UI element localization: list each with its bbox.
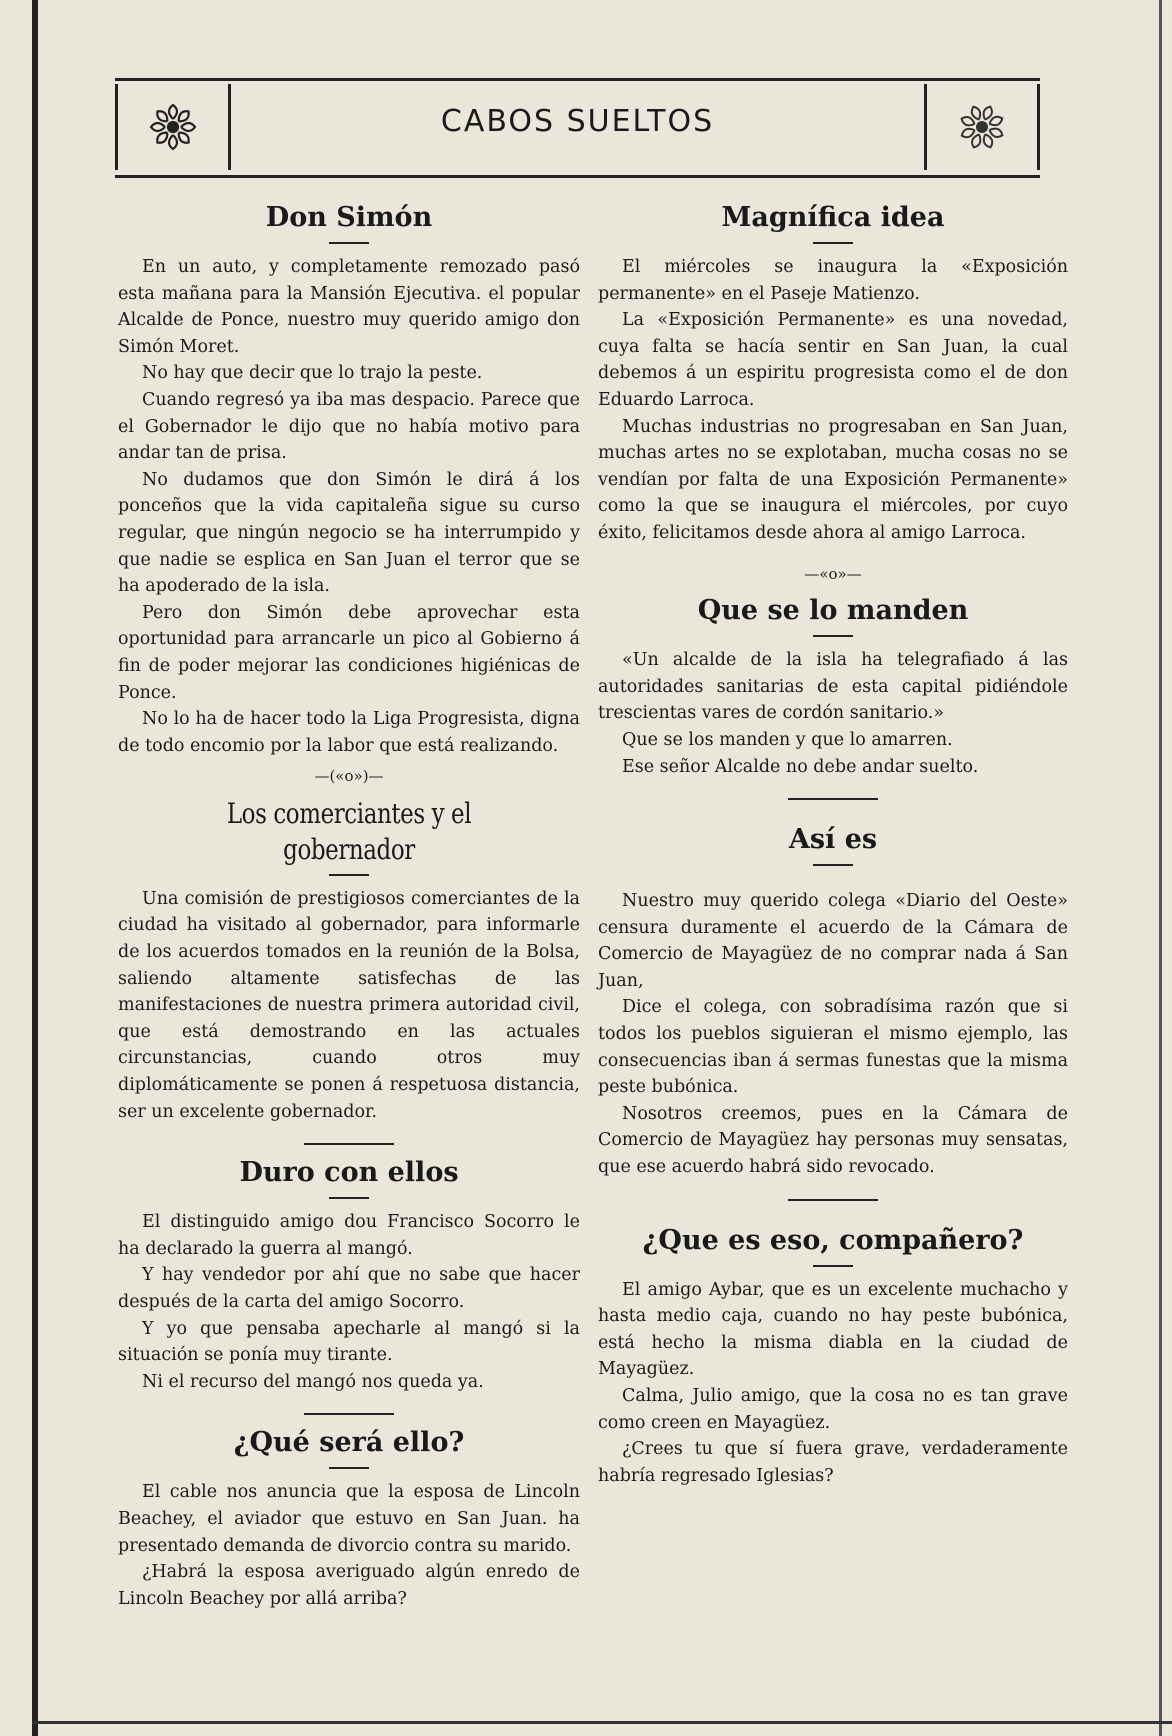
article-divider (304, 1413, 394, 1415)
header-ornament-box-right (924, 84, 1040, 170)
article-title: ¿Qué será ello? (233, 1427, 465, 1459)
title-rule (329, 1197, 369, 1199)
article-title: Que se lo manden (697, 595, 969, 627)
article-separator: —«o»— (804, 564, 862, 583)
article-paragraph: La «Exposición Permanente» es una novedad, cuya falta se hacía sentir en San Juan, la cual debemos á un espiritu progresista como el de don Eduardo Larroca. (598, 310, 1068, 410)
article-paragraph: Cuando regresó ya iba mas despacio. Parece que el Gobernador le dijo que no había motivo para andar tan de prisa. (118, 389, 580, 464)
article-title: Los comerciantes y el gobernador (226, 796, 472, 866)
title-rule (813, 864, 853, 866)
left-column (118, 200, 580, 1612)
title-rule (813, 1265, 853, 1267)
header-ornament-box-left (115, 84, 231, 170)
article-que-es-eso (598, 1223, 1068, 1490)
article-paragraph: ¿Crees tu que sí fuera grave, verdaderamente habría regresado Iglesias? (598, 1439, 1068, 1486)
article-paragraph: Y yo que pensaba apecharle al mangó si la situación se ponía muy tirante. (118, 1318, 580, 1366)
article-paragraph: No dudamos que don Simón le dirá á los ponceños que la vida capitaleña sigue su curso regular, que ningún negocio se ha interrumpido y que nadie se esplica en San Juan el terror que se ha apoderado de la isla. (118, 469, 580, 597)
article-paragraph: Calma, Julio amigo, que la cosa no es tan grave como creen en Mayagüez. (598, 1386, 1068, 1433)
right-column (598, 200, 1068, 1489)
article-paragraph: Una comisión de prestigiosos comerciantes de la ciudad ha visitado al gobernador, para informarle de los acuerdos tomados en la reunión de la Bolsa, saliendo altamente satisfechas de las manifestaciones de nuestra primera autoridad civil, que está demostrando en las actuales circunstancias, cuando otros muy diplomáticamente se ponen á respetuosa distancia, ser un excelente gobernador. (118, 888, 580, 1122)
spacer (118, 1125, 580, 1137)
article-divider (788, 798, 878, 800)
article-paragraph: ¿Habrá la esposa averiguado algún enredo de Lincoln Beachey por allá arriba? (118, 1562, 580, 1609)
article-divider (788, 1199, 878, 1201)
title-rule (813, 635, 853, 637)
article-paragraph: Y hay vendedor por ahí que no sabe que hacer después de la carta del amigo Socorro. (118, 1265, 580, 1312)
spacer (598, 1211, 1068, 1223)
rosette-icon (958, 103, 1006, 151)
spacer (598, 780, 1068, 792)
section-title: CABOS SUELTOS (440, 104, 715, 139)
page-bottom-edge (32, 1721, 1172, 1724)
article-paragraph: Nuestro muy querido colega «Diario del Oeste» censura duramente el acuerdo de la Cámara de Comercio de Mayagüez de no comprar nada á San Juan, (598, 891, 1068, 991)
article-los-comerciantes (118, 796, 580, 1125)
article-duro-con-ellos (118, 1155, 580, 1395)
article-paragraph: Que se los manden y que lo amarren. (622, 729, 953, 750)
spacer (598, 1181, 1068, 1193)
article-paragraph: No hay que decir que lo trajo la peste. (142, 363, 483, 384)
article-title: ¿Que es eso, compañero? (642, 1224, 1024, 1256)
article-paragraph: No lo ha de hacer todo la Liga Progresista, digna de todo encomio por la labor que está realizando. (118, 709, 580, 756)
article-que-sera-ello (118, 1425, 580, 1612)
spacer (598, 876, 1068, 888)
spacer (118, 1395, 580, 1407)
article-paragraph: Pero don Simón debe aprovechar esta oportunidad para arrancarle un pico al Gobierno á fin de poder mejorar las condiciones higiénicas de Ponce. (118, 602, 580, 703)
article-paragraph: Nosotros creemos, pues en la Cámara de Comercio de Mayagüez hay personas muy sensatas, que ese acuerdo habrá sido revocado. (598, 1103, 1068, 1178)
article-paragraph: El distinguido amigo dou Francisco Socorro le ha declarado la guerra al mangó. (118, 1212, 580, 1259)
title-rule (813, 242, 853, 244)
page-binding-edge (32, 0, 38, 1736)
page-right-edge (1159, 0, 1162, 1736)
article-don-simon (118, 200, 580, 759)
spacer (598, 810, 1068, 822)
header-bottom-rule (115, 175, 1040, 178)
title-rule (329, 242, 369, 244)
article-paragraph: Ese señor Alcalde no debe andar suelto. (622, 756, 979, 777)
article-separator: —(«o»)— (314, 767, 384, 786)
article-paragraph: Ni el recurso del mangó nos queda ya. (142, 1371, 484, 1392)
article-paragraph: Muchas industrias no progresaban en San Juan, muchas artes no se explotaban, mucha cosas no se vendían por falta de una Exposición Permanente» como la que se inaugura el miércoles, por cuyo éxito, felicitamos desde ahora al amigo Larroca. (598, 416, 1068, 543)
article-paragraph: En un auto, y completamente remozado pasó esta mañana para la Mansión Ejecutiva. el popular Alcalde de Ponce, nuestro muy querido amigo don Simón Moret. (118, 257, 580, 357)
article-paragraph: Dice el colega, con sobradísima razón que si todos los pueblos siguieran el mismo ejemplo, las consecuencias iban á sermas funestas que la misma peste bubónica. (598, 997, 1068, 1098)
article-paragraph: «Un alcalde de la isla ha telegrafiado á las autoridades sanitarias de esta capital pidiéndole trescientas vares de cordón sanitario.» (598, 650, 1068, 724)
article-asi-es (598, 822, 1068, 1181)
title-rule (329, 1467, 369, 1469)
article-magnifica-idea (598, 200, 1068, 547)
article-paragraph: El cable nos anuncia que la esposa de Lincoln Beachey, el aviador que estuvo en San Juan. ha presentado demanda de divorcio contra su marido. (118, 1482, 580, 1556)
article-divider (304, 1143, 394, 1145)
article-paragraph: El amigo Aybar, que es un excelente muchacho y hasta medio caja, cuando no hay peste bubónica, está hecho la misma diabla en la ciudad de Mayagüez. (598, 1279, 1068, 1380)
article-title: Don Simón (265, 202, 433, 233)
article-title: Así es (788, 824, 878, 856)
article-que-se-lo-manden (598, 593, 1068, 780)
section-header (115, 78, 1040, 178)
article-title: Magnífica idea (721, 202, 945, 233)
header-top-rule (115, 78, 1040, 81)
title-rule (329, 874, 369, 876)
article-title: Duro con ellos (239, 1157, 459, 1189)
article-paragraph: El miércoles se inaugura la «Exposición permanente» en el Paseje Matienzo. (598, 257, 1068, 304)
rosette-icon (149, 103, 197, 151)
